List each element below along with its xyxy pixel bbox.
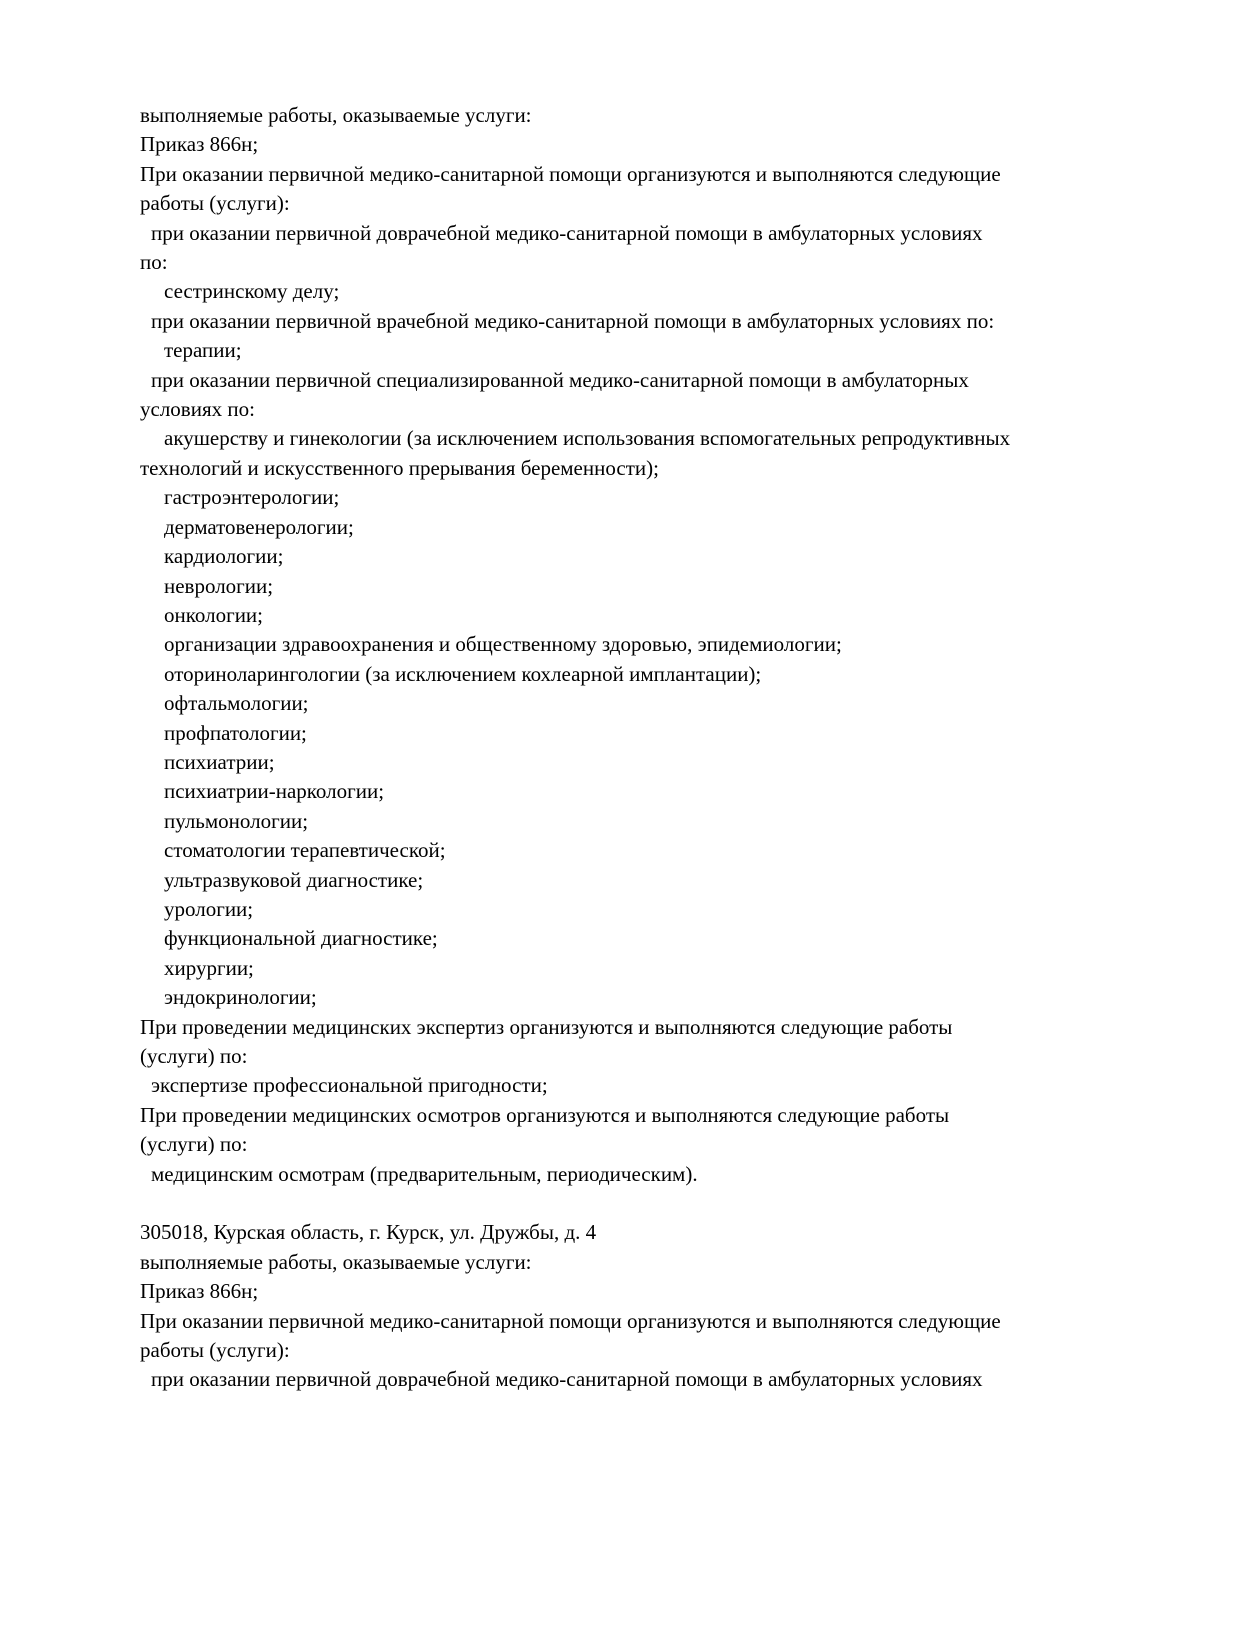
document-line: психиатрии; xyxy=(164,749,275,774)
document-text xyxy=(140,101,1185,1395)
document-line: при оказании первичной врачебной медико-санитарной помощи в амбулаторных условиях по: xyxy=(151,308,995,333)
document-line: При проведении медицинских осмотров организуются и выполняются следующие работы xyxy=(140,1102,950,1127)
document-line: (услуги) по: xyxy=(140,1132,248,1157)
document-line: 305018, Курская область, г. Курск, ул. Дружбы, д. 4 xyxy=(140,1220,597,1245)
document-line: хирургии; xyxy=(164,955,254,980)
document-line: При оказании первичной медико-санитарной помощи организуются и выполняются следующие xyxy=(140,1308,1001,1333)
document-line: выполняемые работы, оказываемые услуги: xyxy=(140,1249,532,1274)
document-line: при оказании первичной доврачебной медико-санитарной помощи в амбулаторных условиях xyxy=(151,1367,983,1392)
document-line: дерматовенерологии; xyxy=(164,514,354,539)
document-line: урологии; xyxy=(164,896,254,921)
document-line: сестринскому делу; xyxy=(164,279,340,304)
document-line: (услуги) по: xyxy=(140,1044,248,1068)
document-line: по: xyxy=(140,250,168,275)
document-line: выполняемые работы, оказываемые услуги: xyxy=(140,103,532,127)
document-line: организации здравоохранения и общественному здоровью, эпидемиологии; xyxy=(164,632,842,657)
document-line: акушерству и гинекологии (за исключением использования вспомогательных репродуктивных xyxy=(164,426,1011,451)
document-line: При оказании первичной медико-санитарной помощи организуются и выполняются следующие xyxy=(140,161,1001,186)
document-line: терапии; xyxy=(164,338,242,363)
document-line: пульмонологии; xyxy=(164,808,309,833)
document-line: технологий и искусственного прерывания беременности); xyxy=(140,455,659,480)
document-line: онкологии; xyxy=(164,602,264,627)
document-line: оториноларингологии (за исключением кохлеарной имплантации); xyxy=(164,661,762,686)
document-line: неврологии; xyxy=(164,573,274,598)
document-line: условиях по: xyxy=(140,397,255,422)
document-line: работы (услуги): xyxy=(140,191,290,216)
document-line: офтальмологии; xyxy=(164,691,309,716)
document-blank-line xyxy=(140,1189,1185,1218)
document-line: работы (услуги): xyxy=(140,1338,290,1363)
document-line: ультразвуковой диагностике; xyxy=(164,867,424,892)
document-line: Приказ 866н; xyxy=(140,132,259,157)
document-line: При проведении медицинских экспертиз организуются и выполняются следующие работы xyxy=(140,1014,953,1039)
document-line: функциональной диагностике; xyxy=(164,926,438,951)
document-line: гастроэнтерологии; xyxy=(164,485,340,510)
document-line: стоматологии терапевтической; xyxy=(164,838,446,863)
document-line: медицинским осмотрам (предварительным, периодическим). xyxy=(151,1161,698,1186)
document-line: эндокринологии; xyxy=(164,985,317,1010)
document-line: при оказании первичной специализированной медико-санитарной помощи в амбулаторных xyxy=(151,367,969,392)
document-line: при оказании первичной доврачебной медико-санитарной помощи в амбулаторных условиях xyxy=(151,220,983,245)
document-line: Приказ 866н; xyxy=(140,1279,259,1304)
document-line: профпатологии; xyxy=(164,720,307,745)
document-line: экспертизе профессиональной пригодности; xyxy=(151,1073,548,1098)
document-line: психиатрии-наркологии; xyxy=(164,779,385,804)
document-line: кардиологии; xyxy=(164,544,284,569)
